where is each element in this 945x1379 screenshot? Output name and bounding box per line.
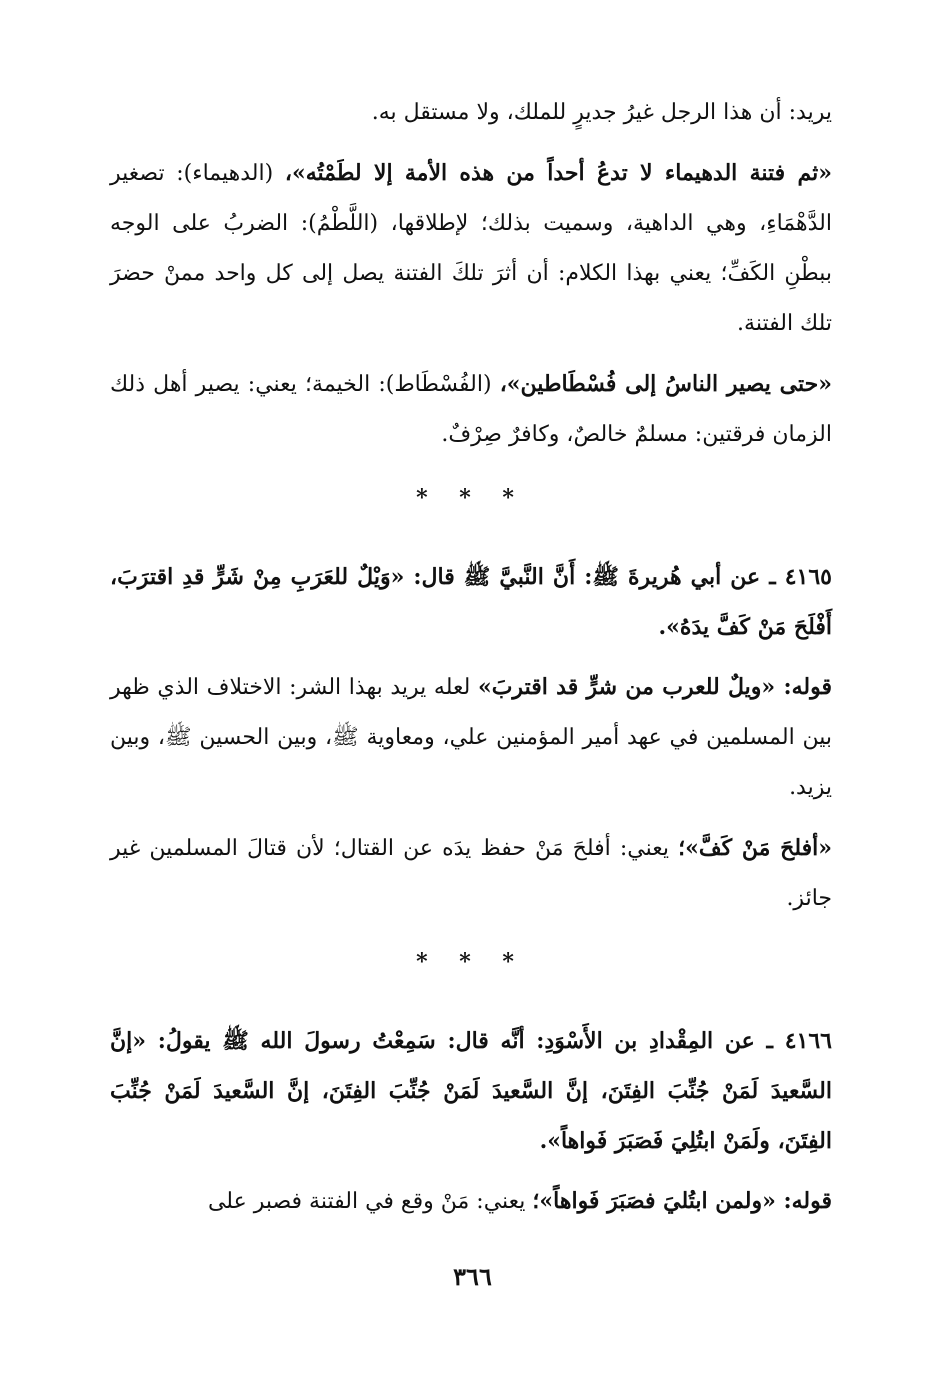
- paragraph-3-text: (الفُسْطَاط): الخيمة؛ يعني: يصير أهل ذلك الزمان فرقتين: مسلمٌ خالصٌ، وكافرٌ صِرْفٌ.: [110, 372, 832, 447]
- hadith-4166: ٤١٦٦ ـ عن المِقْدادِ بن الأَسْوَدِ: أنَّه قال: سَمِعْتُ رسولَ الله ﷺ يقولُ: «إنَّ السَّعيدَ لَمَنْ جُنِّبَ الفِتَنَ، إنَّ السَّعيدَ لَمَنْ جُنِّبَ الفِتَنَ، إنَّ السَّعيدَ لَمَنْ جُنِّبَ الفِتَنَ، ولَمَنْ ابتُلِيَ فَصَبَرَ فَواهاً».: [110, 1028, 832, 1154]
- paragraph-2: [110, 148, 832, 349]
- paragraph-8: [110, 1176, 832, 1227]
- paragraph-2-text: (الدهيماء): تصغير الدَّهْمَاءِ، وهي الداهية، وسميت بذلك؛ لإطلاقها، (اللَّطْمُ): الضربُ على الوجه ببطْنِ الكَفِّ؛ يعني بهذا الكلام: أن أثرَ تلكَ الفتنة يصل إلى كل واحد ممنْ حضرَ تلك الفتنة.: [110, 161, 832, 336]
- paragraph-5-lead: قوله: «ويلٌ للعرب من شرٍّ قد اقتربَ»: [477, 674, 832, 700]
- paragraph-3: [110, 359, 832, 460]
- hadith-4165: ٤١٦٥ ـ عن أبي هُريرةَ ﷺ: أَنَّ النَّبيَّ ﷺ قال: «وَيْلٌ للعَرَبِ مِنْ شَرٍّ قدِ اقترَبَ، أَفْلَحَ مَنْ كَفَّ يدَهُ».: [110, 564, 832, 640]
- paragraph-1: [110, 88, 832, 138]
- paragraph-1-text: يريد: أن هذا الرجل غيرُ جديرٍ للملك، ولا مستقل به.: [371, 100, 832, 125]
- page-number: ٣٦٦: [453, 1262, 492, 1291]
- paragraph-6: [110, 823, 832, 924]
- paragraph-5-text: لعله يريد بهذا الشر: الاختلاف الذي ظهر بين المسلمين في عهد أمير المؤمنين علي، ومعاوية ﷺ، وبين الحسين ﷺ، وبين يزيد.: [110, 675, 832, 800]
- paragraph-8-text: يعني: مَنْ وقع في الفتنة فصبر على: [207, 1189, 533, 1214]
- paragraph-6-quote: «أفلحَ مَنْ كَفَّ»؛: [678, 835, 833, 861]
- section-divider-2: * * *: [416, 949, 526, 975]
- section-divider-1: * * *: [416, 485, 526, 511]
- paragraph-6-text: يعني: أفلحَ مَنْ حفظ يدَه عن القتال؛ لأن قتالَ المسلمين غير جائز.: [110, 836, 832, 911]
- paragraph-3-quote: «حتى يصير الناسُ إلى فُسْطَاطين»،: [499, 371, 832, 397]
- paragraph-5: [110, 662, 832, 813]
- page-body: [110, 88, 832, 1237]
- paragraph-8-lead: قوله: «ولمن ابتُليَ فصَبَرَ فَواهاً»؛: [532, 1188, 832, 1214]
- paragraph-2-quote: «ثم فتنة الدهيماء لا تدعُ أحداً من هذه الأمة إلا لطَمْتُه»،: [284, 160, 833, 186]
